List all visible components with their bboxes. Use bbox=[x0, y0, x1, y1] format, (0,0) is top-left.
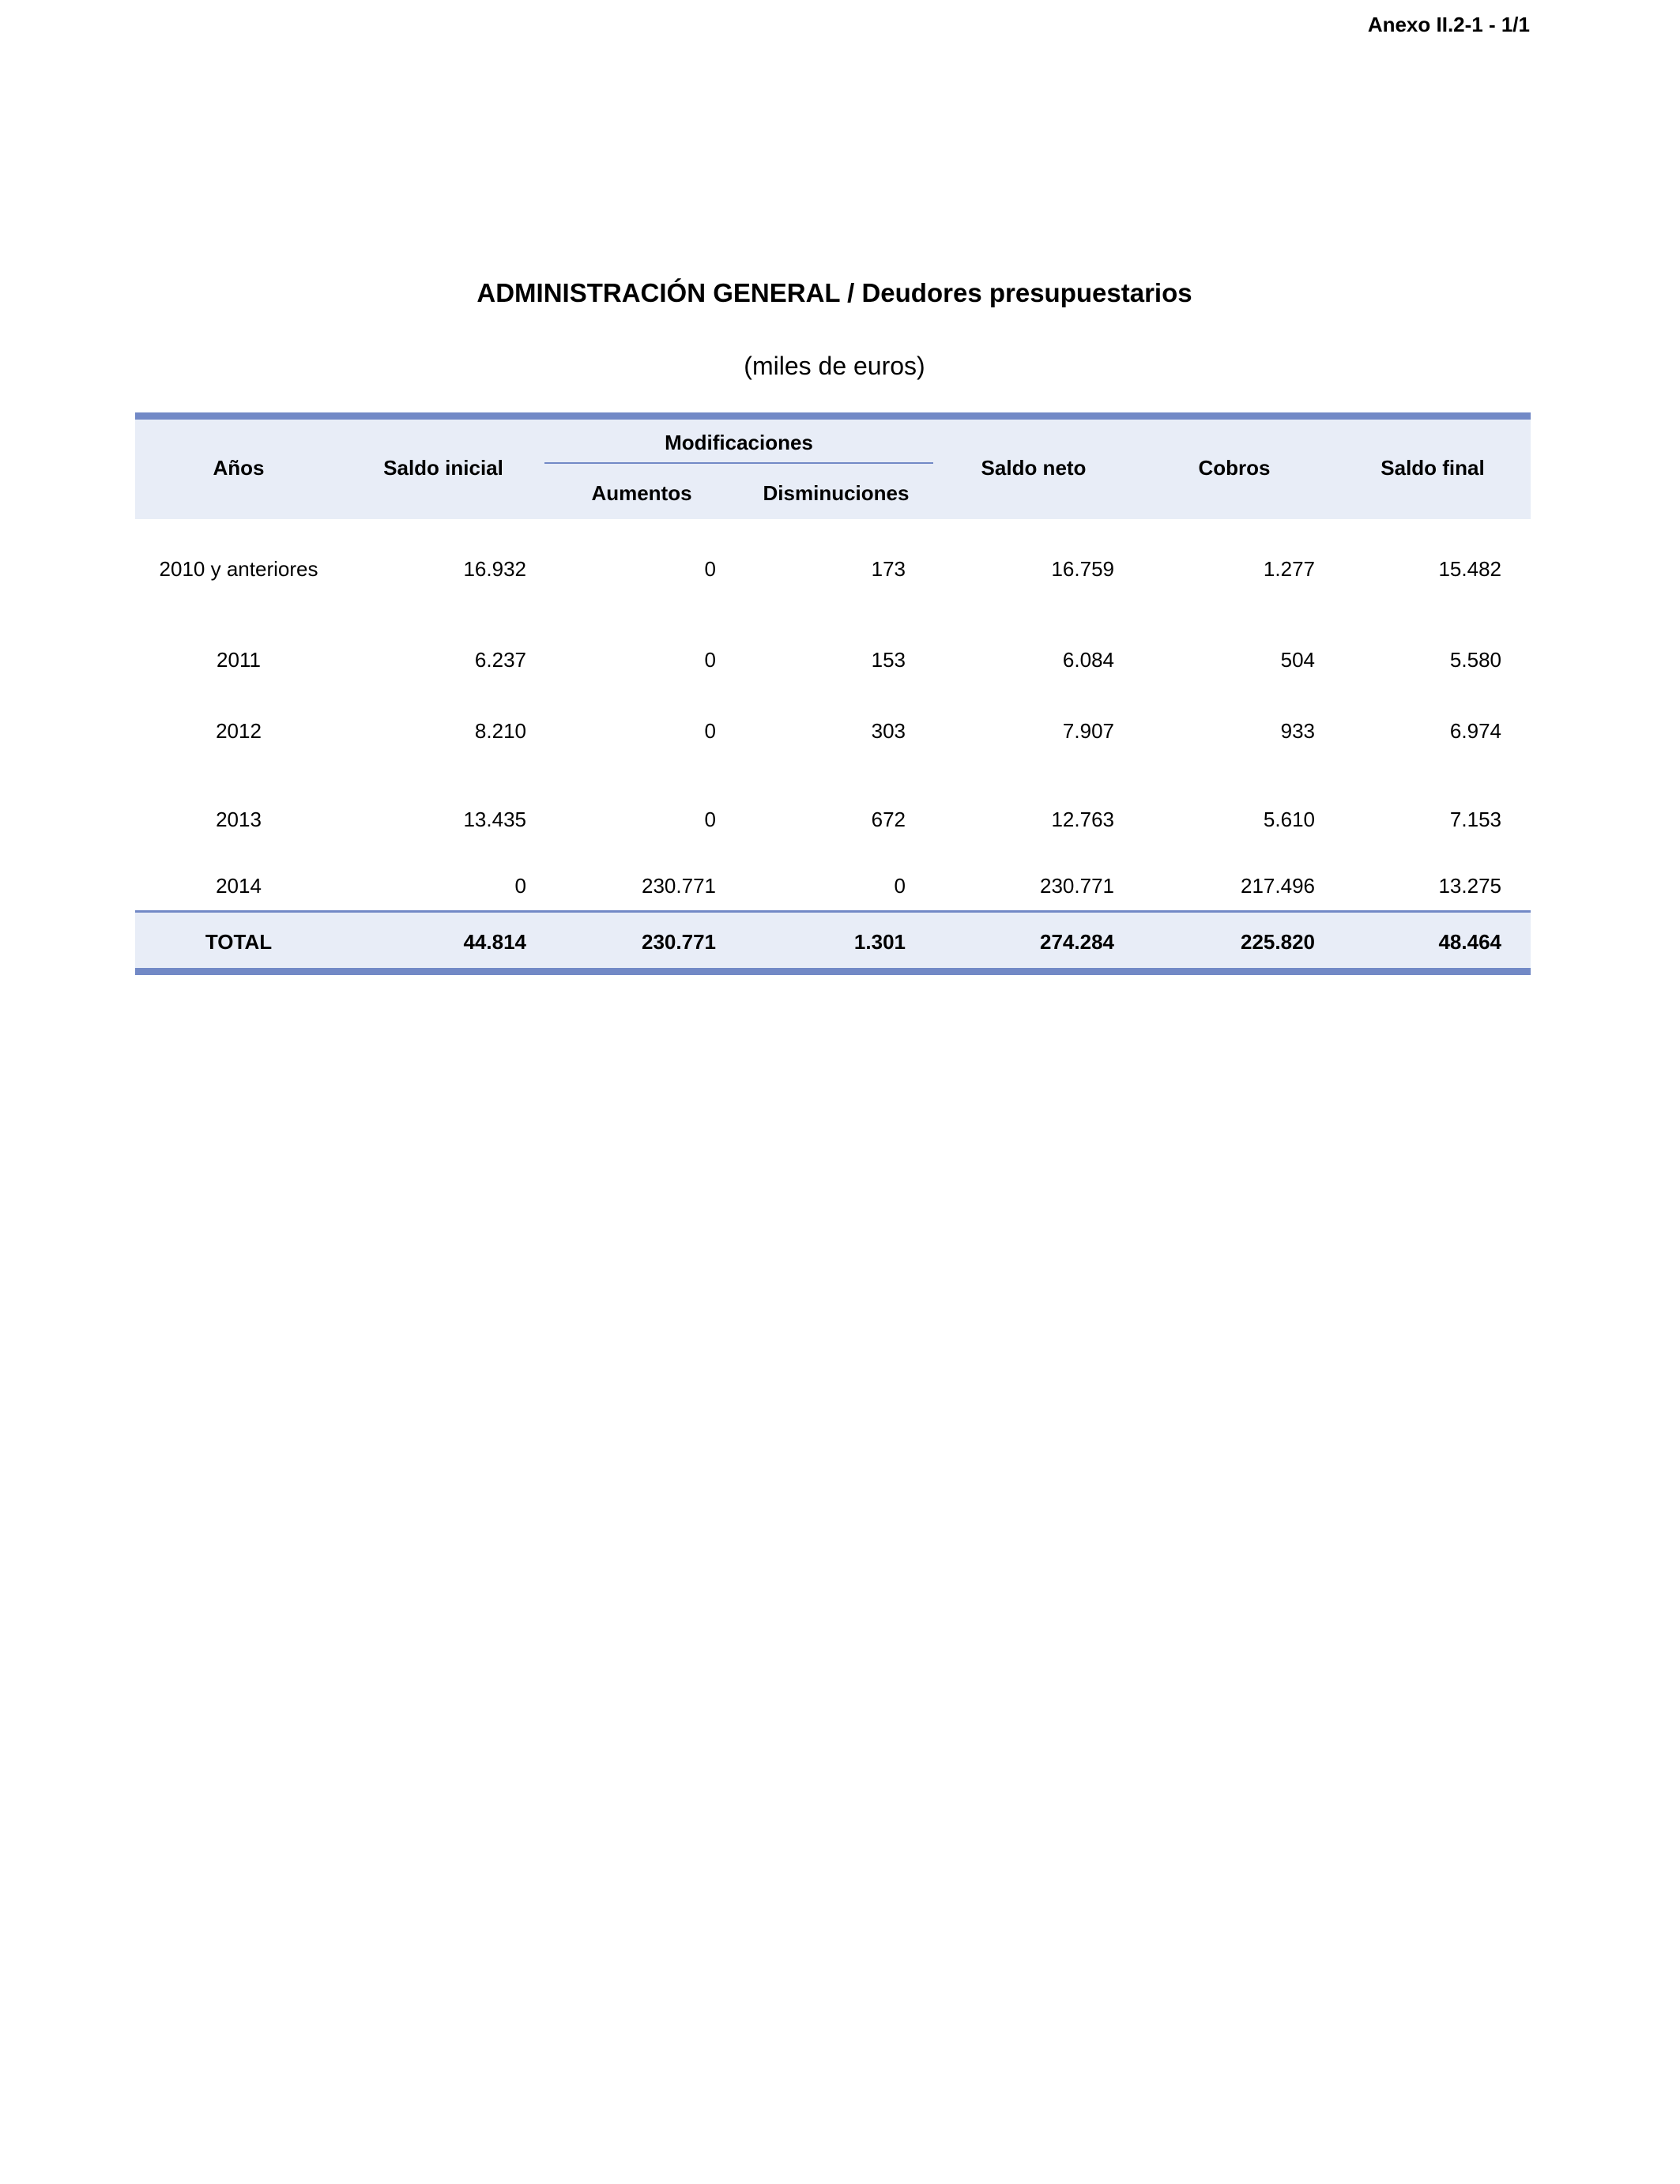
cell-collections: 1.277 bbox=[1263, 557, 1315, 581]
cell-year: 2011 bbox=[217, 648, 261, 672]
cell-increases: 0 bbox=[704, 719, 716, 743]
table-bottom-rule bbox=[135, 968, 1531, 975]
header-collections: Cobros bbox=[1198, 456, 1271, 480]
cell-collections: 504 bbox=[1280, 648, 1315, 672]
table-row bbox=[135, 519, 1531, 609]
cell-decreases: 153 bbox=[871, 648, 906, 672]
cell-net: 12.763 bbox=[1051, 808, 1114, 831]
header-modifications: Modificaciones bbox=[665, 431, 813, 454]
total-label: TOTAL bbox=[205, 930, 273, 954]
cell-final: 5.580 bbox=[1449, 648, 1501, 672]
total-final: 48.464 bbox=[1438, 930, 1501, 954]
cell-net: 230.771 bbox=[1040, 874, 1114, 898]
table-row bbox=[135, 609, 1531, 687]
cell-final: 15.482 bbox=[1438, 557, 1501, 581]
cell-year: 2013 bbox=[216, 808, 262, 831]
cell-initial: 16.932 bbox=[463, 557, 526, 581]
total-decreases: 1.301 bbox=[853, 930, 906, 954]
cell-collections: 5.610 bbox=[1263, 808, 1315, 831]
annex-label: Anexo II.2-1 - 1/1 bbox=[1367, 13, 1530, 36]
header-decreases: Disminuciones bbox=[763, 481, 910, 505]
cell-year: 2014 bbox=[216, 874, 262, 898]
cell-initial: 8.210 bbox=[474, 719, 526, 743]
cell-final: 6.974 bbox=[1449, 719, 1501, 743]
cell-year: 2010 y anteriores bbox=[159, 557, 318, 581]
cell-increases: 0 bbox=[704, 808, 716, 831]
cell-increases: 0 bbox=[704, 648, 716, 672]
cell-decreases: 173 bbox=[871, 557, 906, 581]
cell-year: 2012 bbox=[216, 719, 262, 743]
table-top-rule bbox=[135, 412, 1531, 420]
cell-decreases: 0 bbox=[894, 874, 906, 898]
cell-initial: 0 bbox=[514, 874, 526, 898]
total-initial: 44.814 bbox=[463, 930, 526, 954]
cell-final: 13.275 bbox=[1438, 874, 1501, 898]
cell-increases: 230.771 bbox=[642, 874, 716, 898]
table-header bbox=[135, 420, 1531, 519]
cell-net: 7.907 bbox=[1062, 719, 1114, 743]
cell-decreases: 672 bbox=[871, 808, 906, 831]
total-net: 274.284 bbox=[1040, 930, 1114, 954]
page-title: ADMINISTRACIÓN GENERAL / Deudores presupuestarios bbox=[477, 278, 1192, 307]
cell-collections: 933 bbox=[1280, 719, 1315, 743]
table-row bbox=[135, 775, 1531, 851]
cell-final: 7.153 bbox=[1449, 808, 1501, 831]
cell-collections: 217.496 bbox=[1241, 874, 1315, 898]
cell-net: 6.084 bbox=[1062, 648, 1114, 672]
total-collections: 225.820 bbox=[1241, 930, 1315, 954]
header-net-balance: Saldo neto bbox=[981, 456, 1087, 480]
cell-initial: 6.237 bbox=[474, 648, 526, 672]
header-increases: Aumentos bbox=[591, 481, 692, 505]
header-years: Años bbox=[213, 456, 265, 480]
total-row bbox=[135, 913, 1531, 968]
page-subtitle: (miles de euros) bbox=[744, 352, 925, 380]
table-row bbox=[135, 687, 1531, 775]
cell-net: 16.759 bbox=[1051, 557, 1114, 581]
header-initial-balance: Saldo inicial bbox=[383, 456, 503, 480]
modifications-divider bbox=[544, 462, 933, 464]
total-increases: 230.771 bbox=[642, 930, 716, 954]
debtors-table bbox=[135, 412, 1531, 975]
cell-increases: 0 bbox=[704, 557, 716, 581]
header-final-balance: Saldo final bbox=[1381, 456, 1485, 480]
cell-initial: 13.435 bbox=[463, 808, 526, 831]
cell-decreases: 303 bbox=[871, 719, 906, 743]
table-row bbox=[135, 851, 1531, 910]
